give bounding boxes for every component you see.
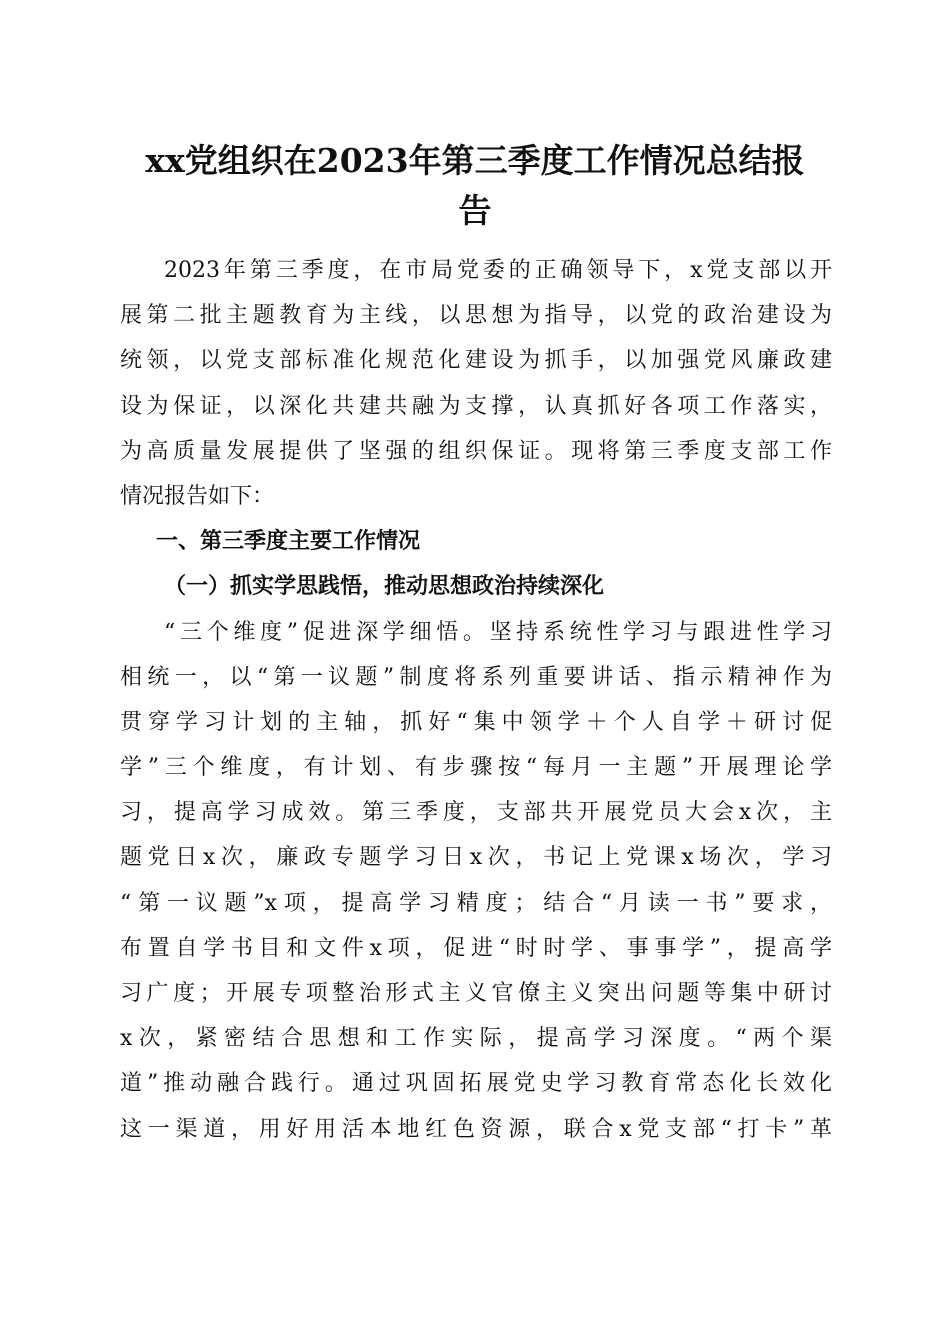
paragraph-line: 布置自学书目和文件x项，促进“时时学、事事学”，提高学 bbox=[120, 935, 832, 961]
paragraph-line: 题党日x次，廉政专题学习日x次，书记上党课x场次，学习 bbox=[120, 845, 832, 871]
paragraph-line: 贯穿学习计划的主轴，抓好“集中领学＋个人自学＋研讨促 bbox=[120, 709, 832, 735]
paragraph-line: 学”三个维度，有计划、有步骤按“每月一主题”开展理论学 bbox=[120, 755, 832, 781]
paragraph-line: 展第二批主题教育为主线，以思想为指导，以党的政治建设为 bbox=[120, 303, 832, 329]
paragraph-line: 为高质量发展提供了坚强的组织保证。现将第三季度支部工作 bbox=[120, 438, 832, 464]
document-body bbox=[120, 248, 832, 1152]
paragraph-line: 设为保证，以深化共建共融为支撑，认真抓好各项工作落实， bbox=[120, 393, 832, 419]
title-line: xx党组织在2023年第三季度工作情况总结报 bbox=[145, 141, 805, 180]
title-line: 告 bbox=[458, 191, 492, 230]
paragraph-line: “第一议题”x项，提高学习精度；结合“月读一书”要求， bbox=[120, 890, 832, 916]
paragraph-line: 习广度；开展专项整治形式主义官僚主义突出问题等集中研讨 bbox=[120, 981, 832, 1006]
paragraph-line: x次，紧密结合思想和工作实际，提高学习深度。“两个渠 bbox=[120, 1026, 832, 1052]
paragraph-line: “三个维度”促进深学细悟。坚持系统性学习与跟进性学习 bbox=[164, 619, 832, 645]
paragraph-line: 道”推动融合践行。通过巩固拓展党史学习教育常态化长效化 bbox=[120, 1071, 832, 1097]
paragraph-line: 这一渠道，用好用活本地红色资源，联合x党支部“打卡”革 bbox=[120, 1116, 832, 1142]
paragraph-line: 统领，以党支部标准化规范化建设为抓手，以加强党风廉政建 bbox=[120, 348, 832, 374]
paragraph-line: 情况报告如下： bbox=[120, 483, 275, 509]
paragraph-line: 习，提高学习成效。第三季度，支部共开展党员大会x次，主 bbox=[120, 800, 832, 826]
paragraph-line: 相统一，以“第一议题”制度将系列重要讲话、指示精神作为 bbox=[120, 664, 832, 690]
subsection-heading: （一）抓实学思践悟，推动思想政治持续深化 bbox=[164, 573, 605, 600]
section-heading: 一、第三季度主要工作情况 bbox=[156, 529, 421, 555]
document-title bbox=[100, 136, 850, 236]
paragraph-line: 2023年第三季度，在市局党委的正确领导下，x党支部以开 bbox=[164, 258, 832, 283]
